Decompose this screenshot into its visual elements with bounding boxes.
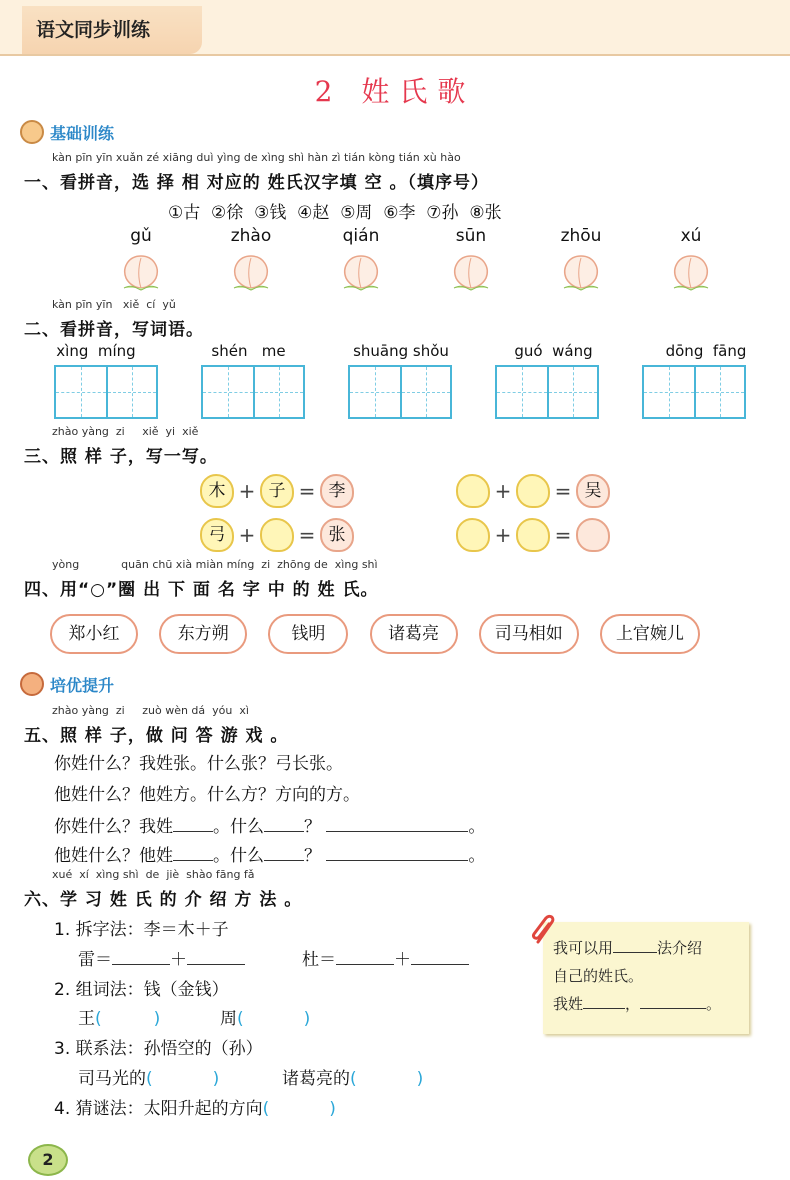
section-basic-heading	[20, 120, 114, 144]
q6-m2-b-label: 周	[220, 1009, 237, 1029]
name-card[interactable]: 郑小红	[50, 614, 138, 654]
answer-paren-open: (	[95, 1009, 102, 1029]
plus-sign: +	[238, 479, 256, 503]
q6-method-3-b	[282, 1064, 423, 1089]
q6-method-2: 2. 组词法：钱（金钱）	[54, 980, 229, 1000]
q3-text: 三、照 样 子，写一写。	[24, 447, 218, 467]
answer-paren-open: (	[146, 1069, 153, 1089]
q3-example-row-3	[200, 518, 354, 552]
plus-sign: +	[494, 523, 512, 547]
q6-method-1-a	[78, 945, 245, 970]
q5-what-label: 。什么	[213, 846, 264, 866]
q1-pinyin-row	[106, 226, 726, 246]
peach-answer-box[interactable]	[668, 250, 714, 294]
q4-name-row	[50, 614, 700, 654]
q3-pinyin: zhào yàng zi xiě yi xiě	[52, 425, 199, 438]
q2-grid-row	[54, 365, 746, 419]
note-line-2: 自己的姓氏。	[553, 967, 644, 985]
q2-pinyin-row	[46, 342, 756, 360]
answer-blank[interactable]	[264, 814, 304, 832]
note-text-4: 我姓	[553, 995, 584, 1013]
q6-method-1-b	[302, 945, 469, 970]
q5-fill-2	[54, 841, 485, 866]
name-card[interactable]: 钱明	[268, 614, 348, 654]
q5-fill-2-prefix: 他姓什么？他姓	[54, 846, 173, 866]
answer-paren-close: )	[303, 1009, 311, 1029]
answer-blank[interactable]	[173, 814, 213, 832]
q6-m4-label: 4. 猜谜法：太阳升起的方向	[54, 1099, 263, 1119]
q6-method-2-b	[220, 1004, 310, 1029]
answer-blank[interactable]	[173, 843, 213, 861]
chick-result: 吴	[576, 474, 610, 508]
peach-answer-box[interactable]	[338, 250, 384, 294]
q4-text: 四、用“○”圈 出 下 面 名 字 中 的 姓 氏。	[24, 580, 379, 600]
name-card[interactable]: 司马相如	[479, 614, 579, 654]
equals-sign: =	[554, 479, 572, 503]
q6-method-3: 3. 联系法：孙悟空的（孙）	[54, 1039, 263, 1059]
chick-blank[interactable]	[260, 518, 294, 552]
answer-paren-open: (	[262, 1099, 270, 1119]
answer-paren-close: )	[153, 1009, 161, 1029]
sticky-note	[543, 922, 749, 1034]
peach-answer-box[interactable]	[448, 250, 494, 294]
plus-sign: +	[494, 479, 512, 503]
q2-text: 二、看拼音，写词语。	[24, 320, 204, 340]
q6-method-2-a	[78, 1004, 160, 1029]
q5-pinyin: zhào yàng zi zuò wèn dá yóu xì	[52, 704, 249, 717]
tianzige-box[interactable]	[495, 365, 599, 419]
q1-pinyin-item: gǔ	[130, 226, 152, 246]
note-line-1	[553, 934, 739, 962]
chick-result: 李	[320, 474, 354, 508]
q6-m1-a-label: 雷＝	[78, 950, 112, 970]
answer-paren-open: (	[237, 1009, 244, 1029]
chick-blank[interactable]	[456, 474, 490, 508]
q2-word-pinyin: shuāng shǒu	[353, 342, 449, 360]
q1-pinyin-item: xú	[680, 226, 702, 246]
q1-pinyin-item: zhào	[230, 226, 272, 246]
tianzige-box[interactable]	[348, 365, 452, 419]
chick-blank[interactable]	[516, 474, 550, 508]
plus-sign: ＋	[170, 950, 187, 970]
q6-pinyin: xué xí xìng shì de jiè shào fāng fǎ	[52, 868, 255, 881]
answer-blank[interactable]	[326, 814, 468, 832]
chick-char: 木	[200, 474, 234, 508]
tianzige-box[interactable]	[201, 365, 305, 419]
answer-blank[interactable]	[613, 935, 657, 953]
chick-blank[interactable]	[456, 518, 490, 552]
answer-blank[interactable]	[187, 947, 245, 965]
q1-pinyin-item: zhōu	[560, 226, 602, 246]
chick-result: 张	[320, 518, 354, 552]
answer-blank[interactable]	[583, 991, 625, 1009]
chick-char: 弓	[200, 518, 234, 552]
q6-method-1: 1. 拆字法：李＝木＋子	[54, 920, 229, 940]
note-comma: ，	[625, 995, 641, 1013]
answer-blank[interactable]	[326, 843, 468, 861]
equals-sign: =	[298, 479, 316, 503]
q1-text: 一、看拼音，选 择 相 对应的 姓氏汉字填 空 。（填序号）	[24, 173, 490, 193]
q6-method-3-a	[78, 1064, 219, 1089]
tianzige-box[interactable]	[54, 365, 158, 419]
q3-example-row-2	[456, 474, 610, 508]
peach-answer-box[interactable]	[228, 250, 274, 294]
plus-sign: ＋	[394, 950, 411, 970]
page-number: 2	[28, 1144, 68, 1176]
q1-pinyin-item: qián	[342, 226, 380, 246]
peach-answer-box[interactable]	[558, 250, 604, 294]
q5-example-2: 他姓什么？他姓方。什么方？方向的方。	[54, 785, 360, 805]
answer-blank[interactable]	[336, 947, 394, 965]
q5-fill-1-prefix: 你姓什么？我姓	[54, 817, 173, 837]
answer-paren-close: )	[329, 1099, 336, 1119]
equals-sign: =	[554, 523, 572, 547]
q5-question-mark: ？	[304, 817, 321, 837]
q5-period: 。	[468, 817, 486, 837]
q6-m3-a-label: 司马光的	[78, 1069, 146, 1089]
paperclip-icon	[530, 912, 560, 946]
q3-example-row-1	[200, 474, 354, 508]
answer-blank[interactable]	[640, 991, 706, 1009]
name-card[interactable]: 诸葛亮	[370, 614, 458, 654]
section-advanced-heading	[20, 672, 114, 696]
section-advanced-label: 培优提升	[50, 675, 115, 695]
chick-char: 子	[260, 474, 294, 508]
q6-method-4	[54, 1094, 336, 1119]
note-text-2: 法介绍	[657, 939, 703, 957]
chick-blank[interactable]	[516, 518, 550, 552]
answer-blank[interactable]	[264, 843, 304, 861]
q2-pinyin: kàn pīn yīn xiě cí yǔ	[52, 298, 176, 311]
name-card[interactable]: 东方朔	[159, 614, 247, 654]
q5-fill-1	[54, 812, 485, 837]
answer-blank[interactable]	[411, 947, 469, 965]
q2-word-pinyin: shén me	[211, 342, 286, 360]
q6-m1-b-label: 杜＝	[302, 950, 336, 970]
q6-text: 六、学 习 姓 氏 的 介 绍 方 法 。	[24, 890, 303, 910]
q6-m2-a-label: 王	[78, 1009, 95, 1029]
q1-pinyin: kàn pīn yīn xuǎn zé xiāng duì yìng de xìng shì hàn zì tián kòng tián xù hào	[52, 151, 461, 164]
section-basic-label: 基础训练	[50, 123, 115, 143]
answer-paren-open: (	[350, 1069, 357, 1089]
q1-options: ①古 ②徐 ③钱 ④赵 ⑤周 ⑥李 ⑦孙 ⑧张	[168, 203, 502, 223]
q2-word-pinyin: dōng fāng	[665, 342, 747, 360]
q3-example-row-4	[456, 518, 610, 552]
q4-pinyin: yòng quān chū xià miàn míng zi zhōng de xìng shì	[52, 558, 378, 571]
boy-reading-icon	[20, 120, 44, 144]
name-card[interactable]: 上官婉儿	[600, 614, 700, 654]
peach-answer-box[interactable]	[118, 250, 164, 294]
q1-pinyin-item: sūn	[455, 226, 487, 246]
q5-text: 五、照 样 子，做 问 答 游 戏 。	[24, 726, 289, 746]
q1-peach-row	[118, 250, 714, 294]
q5-what-label: 。什么	[213, 817, 264, 837]
note-text-1: 我可以用	[553, 939, 614, 957]
q5-question-mark: ？	[304, 846, 321, 866]
answer-blank[interactable]	[112, 947, 170, 965]
tianzige-box[interactable]	[642, 365, 746, 419]
girl-reading-icon	[20, 672, 44, 696]
lesson-title: 2 姓氏歌	[314, 75, 476, 108]
equals-sign: =	[298, 523, 316, 547]
book-title: 语文同步训练	[22, 6, 202, 54]
q2-word-pinyin: xìng míng	[56, 342, 136, 360]
q6-m3-b-label: 诸葛亮的	[282, 1069, 350, 1089]
q2-word-pinyin: guó wáng	[514, 342, 593, 360]
note-period: 。	[706, 995, 722, 1013]
note-line-3	[553, 990, 739, 1018]
plus-sign: +	[238, 523, 256, 547]
chick-blank[interactable]	[576, 518, 610, 552]
q5-example-1: 你姓什么？我姓张。什么张？弓长张。	[54, 754, 343, 774]
answer-paren-close: )	[416, 1069, 424, 1089]
q5-period: 。	[468, 846, 486, 866]
answer-paren-close: )	[212, 1069, 220, 1089]
